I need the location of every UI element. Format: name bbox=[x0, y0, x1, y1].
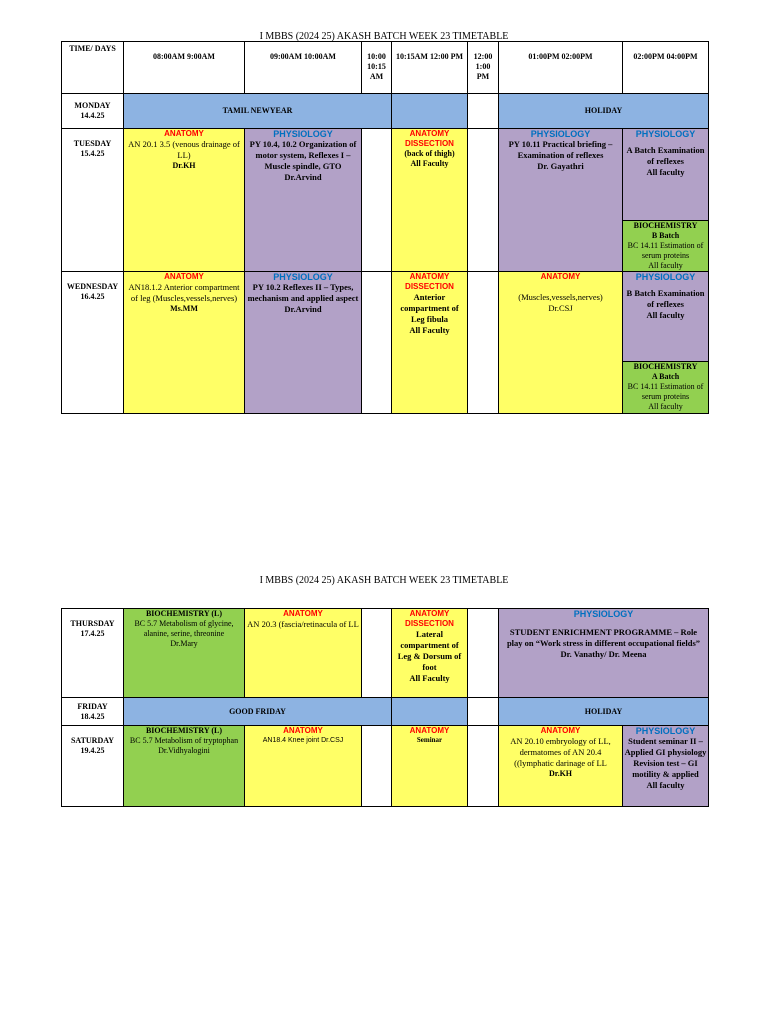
subject-label: BIOCHEMISTRY (L) bbox=[145, 609, 223, 618]
subject-label: PHYSIOLOGY bbox=[635, 272, 696, 282]
wednesday-slot1 bbox=[124, 272, 245, 414]
day-name: MONDAY bbox=[74, 101, 111, 110]
tuesday-slot1 bbox=[124, 129, 245, 272]
thursday-slot2 bbox=[245, 609, 362, 698]
thursday-day-cell bbox=[62, 609, 124, 698]
monday-slot4-empty bbox=[392, 94, 468, 129]
subject-label: ANATOMY bbox=[409, 609, 450, 618]
topic: PY 10.4, 10.2 Organization of motor system, Reflexes I – Muscle spindle, GTO bbox=[249, 139, 357, 171]
staff: All faculty bbox=[648, 261, 683, 270]
tuesday-slot4 bbox=[392, 129, 468, 272]
subject-label: ANATOMY bbox=[164, 129, 204, 138]
friday-holiday-cell: HOLIDAY bbox=[499, 698, 709, 726]
thursday-slot1 bbox=[124, 609, 245, 698]
friday-slot4-empty bbox=[392, 698, 468, 726]
day-date: 18.4.25 bbox=[80, 711, 105, 721]
topic: Seminar bbox=[416, 736, 443, 744]
slot4-header: 10:15AM 12:00 PM bbox=[392, 42, 468, 94]
staff: All Faculty bbox=[410, 159, 449, 168]
staff: Dr. Vanathy/ Dr. Meena bbox=[560, 649, 647, 659]
tuesday-slot6 bbox=[499, 129, 623, 272]
day-date: 19.4.25 bbox=[80, 746, 105, 755]
topic: BC 14.11 Estimation of serum proteins bbox=[627, 241, 704, 260]
topic: AN 20.10 embryology of LL, dermatomes of AN 20.4 ((lymphatic darinage of LL bbox=[510, 736, 611, 768]
topic: (Muscles,vessels,nerves) bbox=[518, 292, 603, 302]
good-friday-cell: GOOD FRIDAY bbox=[124, 698, 392, 726]
topic: AN18.1.2 Anterior compartment of leg (Muscles,vessels,nerves) bbox=[128, 282, 240, 303]
subject-label: BIOCHEMISTRY (L) bbox=[145, 726, 223, 735]
subject-label: PHYSIOLOGY bbox=[635, 129, 696, 139]
page-title-top: I MBBS (2024 25) AKASH BATCH WEEK 23 TIMETABLE bbox=[259, 31, 509, 42]
subject-label: ANATOMY bbox=[283, 726, 323, 735]
saturday-break bbox=[362, 726, 392, 807]
subject-label: PHYSIOLOGY bbox=[530, 129, 591, 139]
subject-label: PHYSIOLOGY bbox=[635, 726, 696, 736]
row-monday bbox=[62, 94, 709, 129]
wednesday-slot7-a bbox=[623, 272, 709, 362]
staff: Dr. Gayathri bbox=[537, 161, 584, 171]
row-tuesday bbox=[62, 129, 709, 221]
monday-lunch-empty bbox=[468, 94, 499, 129]
tamil-newyear-cell: TAMIL NEWYEAR bbox=[124, 94, 392, 129]
thursday-slot6 bbox=[499, 609, 709, 698]
staff: Dr.KH bbox=[172, 161, 196, 170]
thursday-slot4 bbox=[392, 609, 468, 698]
thursday-break bbox=[362, 609, 392, 698]
day-name: SATURDAY bbox=[70, 736, 115, 745]
thursday-lunch bbox=[468, 609, 499, 698]
staff: Dr.Arvind bbox=[284, 172, 322, 182]
tuesday-slot7-b bbox=[623, 221, 709, 272]
saturday-slot1 bbox=[124, 726, 245, 807]
staff: Dr.CSJ bbox=[548, 303, 573, 313]
topic: BC 14.11 Estimation of serum proteins bbox=[627, 382, 704, 401]
staff: All faculty bbox=[648, 402, 683, 411]
subject-sublabel: DISSECTION bbox=[405, 619, 454, 628]
subject-sublabel: DISSECTION bbox=[405, 139, 454, 148]
day-date: 16.4.25 bbox=[80, 292, 105, 301]
wednesday-slot2 bbox=[245, 272, 362, 414]
topic: Anterior compartment of Leg fibula bbox=[400, 292, 459, 324]
batch: B Batch bbox=[651, 231, 680, 240]
staff: Dr.Arvind bbox=[284, 304, 322, 314]
slot1-header: 08:00AM 9:00AM bbox=[124, 42, 245, 94]
staff: All faculty bbox=[646, 780, 685, 790]
topic: A Batch Examination of reflexes bbox=[626, 145, 705, 166]
subject-label: BIOCHEMISTRY bbox=[633, 221, 698, 230]
slot7-header: 02:00PM 04:00PM bbox=[623, 42, 709, 94]
staff: Dr.Vidhyalogini bbox=[158, 746, 210, 755]
topic: PY 10.2 Reflexes II – Types, mechanism and applied aspect bbox=[247, 282, 359, 303]
topic: Student seminar II – Applied GI physiology Revision test – GI motility & applied bbox=[624, 736, 707, 779]
header-row bbox=[62, 42, 709, 94]
slot3-header: 10:00 10:15 AM bbox=[362, 42, 392, 94]
staff: Dr.KH bbox=[548, 769, 573, 778]
subject-label: PHYSIOLOGY bbox=[273, 272, 333, 282]
staff: All faculty bbox=[646, 310, 685, 320]
friday-lunch-empty bbox=[468, 698, 499, 726]
day-name: WEDNESDAY bbox=[66, 282, 119, 291]
saturday-day-cell bbox=[62, 726, 124, 807]
tuesday-day-cell bbox=[62, 129, 124, 272]
slot2-header: 09:00AM 10:00AM bbox=[245, 42, 362, 94]
batch: A Batch bbox=[651, 372, 680, 381]
wednesday-lunch bbox=[468, 272, 499, 414]
days-header: TIME/ DAYS bbox=[62, 42, 124, 94]
staff: Dr.Mary bbox=[170, 639, 198, 648]
wednesday-slot4 bbox=[392, 272, 468, 414]
saturday-slot6 bbox=[499, 726, 623, 807]
day-name: THURSDAY bbox=[70, 619, 115, 628]
wednesday-day-cell bbox=[62, 272, 124, 414]
subject-sublabel: DISSECTION bbox=[405, 282, 454, 291]
topic: PY 10.11 Practical briefing – Examination of reflexes bbox=[508, 139, 613, 160]
row-friday bbox=[62, 698, 709, 726]
topic: STUDENT ENRICHMENT PROGRAMME – Role play on “Work stress in different occupational fields” bbox=[506, 627, 701, 648]
staff: All Faculty bbox=[409, 325, 450, 335]
subject-label: ANATOMY bbox=[164, 272, 204, 281]
day-name: FRIDAY bbox=[77, 701, 108, 711]
saturday-lunch bbox=[468, 726, 499, 807]
day-name: TUESDAY bbox=[73, 139, 112, 148]
wednesday-slot6 bbox=[499, 272, 623, 414]
topic: B Batch Examination of reflexes bbox=[626, 288, 705, 309]
topic: BC 5.7 Metabolism of glycine, alanine, serine, threonine bbox=[134, 619, 234, 638]
topic: (back of thigh) bbox=[404, 149, 455, 158]
tuesday-break bbox=[362, 129, 392, 272]
subject-label: PHYSIOLOGY bbox=[273, 129, 333, 139]
saturday-slot4 bbox=[392, 726, 468, 807]
staff: Ms.MM bbox=[170, 304, 198, 313]
timetable-bottom bbox=[61, 608, 709, 807]
topic: AN 20.1 3.5 (venous drainage of LL) bbox=[128, 139, 240, 160]
timetable-top bbox=[61, 41, 709, 414]
row-saturday bbox=[62, 726, 709, 807]
day-date: 14.4.25 bbox=[80, 111, 105, 120]
row-wednesday bbox=[62, 272, 709, 362]
subject-label: BIOCHEMISTRY bbox=[633, 362, 698, 371]
topic: AN 20.3 (fascia/retinacula of LL bbox=[247, 619, 359, 629]
slot5-header: 12:00 1:00 PM bbox=[468, 42, 499, 94]
subject-label: ANATOMY bbox=[409, 129, 450, 138]
day-date: 15.4.25 bbox=[80, 149, 105, 158]
monday-day-cell bbox=[62, 94, 124, 129]
subject-label: ANATOMY bbox=[283, 609, 323, 618]
topic: BC 5.7 Metabolism of tryptophan bbox=[129, 736, 239, 745]
friday-day-cell bbox=[62, 698, 124, 726]
subject-label: ANATOMY bbox=[540, 726, 581, 735]
subject-label: PHYSIOLOGY bbox=[573, 609, 634, 619]
subject-label: ANATOMY bbox=[409, 272, 450, 281]
tuesday-lunch bbox=[468, 129, 499, 272]
page-title-bottom: I MBBS (2024 25) AKASH BATCH WEEK 23 TIMETABLE bbox=[259, 575, 509, 586]
tuesday-slot7-a bbox=[623, 129, 709, 221]
topic: Lateral compartment of Leg & Dorsum of foot bbox=[397, 629, 462, 672]
saturday-slot2 bbox=[245, 726, 362, 807]
staff: All faculty bbox=[646, 167, 685, 177]
saturday-slot7 bbox=[623, 726, 709, 807]
subject-label: ANATOMY bbox=[540, 272, 581, 281]
slot6-header: 01:00PM 02:00PM bbox=[499, 42, 623, 94]
topic: AN18.4 Knee joint Dr.CSJ bbox=[262, 737, 344, 744]
monday-holiday-cell: HOLIDAY bbox=[499, 94, 709, 129]
staff: All Faculty bbox=[409, 673, 450, 683]
wednesday-break bbox=[362, 272, 392, 414]
day-date: 17.4.25 bbox=[80, 629, 105, 638]
tuesday-slot2 bbox=[245, 129, 362, 272]
wednesday-slot7-b bbox=[623, 362, 709, 414]
row-thursday bbox=[62, 609, 709, 698]
subject-label: ANATOMY bbox=[409, 726, 450, 735]
